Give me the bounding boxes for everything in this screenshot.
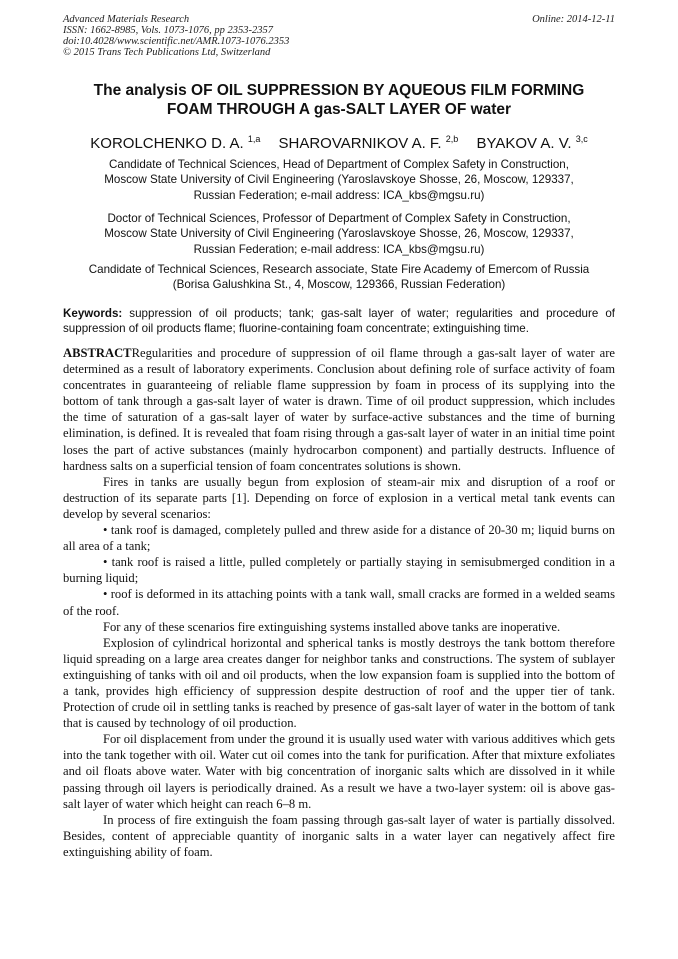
paragraph: For oil displacement from under the ground it is usually used water with various additives which gets into the tank together with oil. Water cut oil comes into the tank for purification. After that mixture exfoliates and oil floats above water. Water with big concentration of inorganic salts which are dissolved in it while passing through oil layers is periodically drained. As a result we have a two-layer system: oil is above gas-salt layer of water which height can reach 6–8 m. bbox=[63, 732, 615, 811]
bullet-item: • roof is deformed in its attaching points with a tank wall, small cracks are formed in a welded seams of the roof. bbox=[63, 587, 615, 618]
abstract bbox=[63, 345, 615, 474]
keywords-label: Keywords: bbox=[63, 307, 123, 320]
affiliation-2: Doctor of Technical Sciences, Professor of Department of Complex Safety in Construction, Moscow State University of Civil Engineering (Yaroslavskoye Shosse, 26, Moscow, 129337, Russian Federation; e-mail address: ICA_kbs@mgsu.ru) bbox=[104, 212, 574, 256]
paragraph: For any of these scenarios fire extinguishing systems installed above tanks are inoperative. bbox=[103, 619, 561, 634]
copyright-line: © 2015 Trans Tech Publications Ltd, Switzerland bbox=[63, 47, 271, 58]
author: SHAROVARNIKOV A. F. $^{2,b}$ bbox=[278, 134, 459, 152]
keywords-text: suppression of oil products; tank; gas-salt layer of water; regularities and procedure of suppression of oil products flame; fluorine-containing foam concentrate; extinguishing time. bbox=[63, 307, 615, 335]
affiliation-1: Candidate of Technical Sciences, Head of Department of Complex Safety in Construction, Moscow State University of Civil Engineering (Yaroslavskoye Shosse, 26, Moscow, 129337, Russian Federation; e-mail address: ICA_kbs@mgsu.ru) bbox=[104, 158, 574, 202]
doi-line: doi:10.4028/www.scientific.net/AMR.1073-1076.2353 bbox=[63, 36, 290, 47]
author: BYAKOV A. V. $^{3,c}$ bbox=[476, 134, 588, 152]
paper-body bbox=[63, 345, 615, 860]
bullet-item: • tank roof is raised a little, pulled completely or partially staying in semisubmerged condition in a burning liquid; bbox=[63, 555, 615, 586]
author-list bbox=[63, 130, 615, 153]
journal-name: Advanced Materials Research bbox=[63, 14, 190, 25]
issn-line: ISSN: 1662-8985, Vols. 1073-1076, pp 2353-2357 bbox=[63, 25, 273, 36]
author: KOROLCHENKO D. A. $^{1,a}$ bbox=[90, 134, 261, 152]
title-line-1: The analysis OF OIL SUPPRESSION BY AQUEOUS FILM FORMING bbox=[93, 82, 585, 99]
paragraph: In process of fire extinguish the foam passing through gas-salt layer of water is partially dissolved. Besides, content of appreciable quantity of inorganic salts in a water layer can negatively affect fire extinguishing ability of foam. bbox=[63, 812, 615, 859]
abstract-text: Regularities and procedure of suppression of oil flame through a gas-salt layer of water are determined as a result of laboratory experiments. Conclusion about defining role of surface activity of foam concentrates in guaranteeing of reliable flame suppression by foam in process of its supplying into the bottom of tank through a gas-salt layer of water is drawn. Time of oil product suppression, which includes the time of saturation of a gas-salt layer of water by surface-active substances and the time of burning elimination, is defined. It is revealed that foam rising through a gas-salt layer of water in an initial time point loses the part of active substances (mainly hydrocarbon component) and partially destructs. Influence of hardness salts on a superficial tension of foam concentrates solutions is shown. bbox=[63, 346, 615, 473]
paper-title bbox=[63, 81, 615, 119]
title-line-2: FOAM THROUGH A gas-SALT LAYER OF water bbox=[166, 101, 512, 118]
bullet-item: • tank roof is damaged, completely pulled and threw aside for a distance of 20-30 m; liquid burns on all area of a tank; bbox=[63, 523, 615, 554]
paragraph: Explosion of cylindrical horizontal and spherical tanks is mostly destroys the tank bottom therefore liquid spreading on a large area creates danger for neighbor tanks and constructions. The system of sublayer extinguishing of tanks with oil and oil products, when the low expansion foam is supplied into the bottom of a tank, provides high efficiency of suppression despite destruction of roof and the upper tier of tank. Protection of crude oil in settling tanks is reached by presence of gas-salt layer of water in the bottom of tank that is caused by technology of oil production. bbox=[63, 635, 615, 731]
paragraph: Fires in tanks are usually begun from explosion of steam-air mix and disruption of a roof or destruction of its separate parts [1]. Depending on force of explosion in a vertical metal tank events can develop by several scenarios: bbox=[63, 474, 615, 521]
online-date: Online: 2014-12-11 bbox=[532, 14, 615, 25]
abstract-label: ABSTRACT bbox=[63, 346, 132, 360]
keywords bbox=[63, 307, 615, 336]
affiliation-3: Candidate of Technical Sciences, Research associate, State Fire Academy of Emercom of Russia (Borisa Galushkina St., 4, Moscow, 129366, Russian Federation) bbox=[88, 263, 590, 292]
journal-header bbox=[63, 14, 615, 58]
